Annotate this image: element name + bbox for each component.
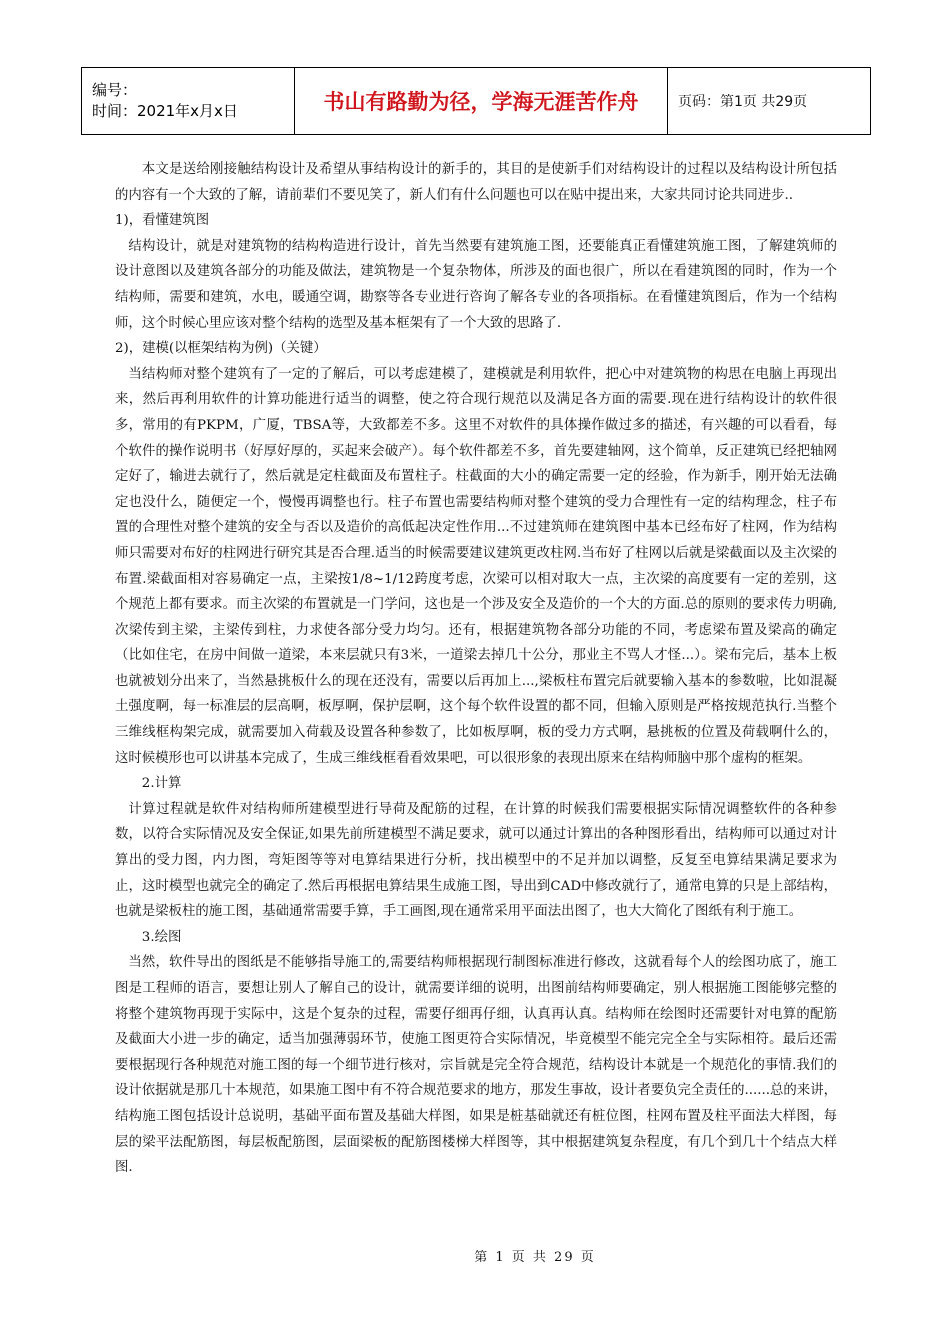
paragraph-modeling: 当结构师对整个建筑有了一定的了解后，可以考虑建模了，建模就是利用软件，把心中对建筑物的构思在电脑上再现出来，然后再利用软件的计算功能进行适当的调整，使之符合现行规范以及满足各方面的需要.现在进行结构设计的软件很多，常用的有PKPM，广厦，TBSA等，大致都差不多。这里不对软件的具体操作做过多的描述，有兴趣的可以看看，每个软件的操作说明书（好厚好厚的，买起来会破产）。每个软件都差不多，首先要建轴网，这个简单，反正建筑已经把轴网定好了，输进去就行了，然后就是定柱截面及布置柱子。柱截面的大小的确定需要一定的经验，作为新手，刚开始无法确定也没什么，随便定一个，慢慢再调整也行。柱子布置也需要结构师对整个建筑的受力合理性有一定的结构理念，柱子布置的合理性对整个建筑的安全与否以及造价的高低起决定性作用...不过建筑师在建筑图中基本已经布好了柱网，作为结构师只需要对布好的柱网进行研究其是否合理.适当的时候需要建议建筑更改柱网.当布好了柱网以后就是梁截面以及主次梁的布置.梁截面相对容易确定一点，主梁按1/8~1/12跨度考虑，次梁可以相对取大一点，主次梁的高度要有一定的差别，这个规范上都有要求。而主次梁的布置就是一门学问，这也是一个涉及安全及造价的一个大的方面.总的原则的要求传力明确,次梁传到主梁，主梁传到柱，力求使各部分受力均匀。还有，根据建筑物各部分功能的不同，考虑梁布置及梁高的确定（比如住宅，在房中间做一道梁，本来层就只有3米，一道梁去掉几十公分，那业主不骂人才怪...）。梁布完后，基本上板也就被划分出来了，当然悬挑板什么的现在还没有，需要以后再加上...,梁板柱布置完后就要输入基本的参数啦，比如混凝土强度啊，每一标准层的层高啊，板厚啊，保护层啊，这个每个软件设置的都不同，但输入原则是严格按规范执行.当整个三维线框构架完成，就需要加入荷载及设置各种参数了，比如板厚啊，板的受力方式啊，悬挑板的位置及荷载啊什么的，这时候模形也可以讲基本完成了，生成三维线框看看效果吧，可以很形象的表现出原来在结构师脑中那个虚构的框架。 bbox=[115, 366, 837, 766]
header-motto: 书山有路勤为径，学海无涯苦作舟 bbox=[323, 90, 639, 114]
section-heading-4: 3.绘图 bbox=[141, 929, 182, 945]
section-heading-1: 1)，看懂建筑图 bbox=[115, 213, 210, 229]
document-number-label: 编号： bbox=[92, 81, 138, 99]
paragraph-drawing: 当然，软件导出的图纸是不能够指导施工的,需要结构师根据现行制图标准进行修改，这就看每个人的绘图功底了，施工图是工程师的语言，要想让别人了解自己的设计，就需要详细的说明，出图前结构师要确定，别人根据施工图能够完整的将整个建筑物再现于实际中，这是个复杂的过程，需要仔细再仔细，认真再认真。结构师在绘图时还需要针对电算的配筋及截面大小进一步的确定，适当加强薄弱环节，使施工图更符合实际情况，毕竟模型不能完完全全与实际相符。最后还需要根据现行各种规范对施工图的每一个细节进行核对，宗旨就是完全符合规范，结构设计本就是一个规范化的事情.我们的设计依据就是那几十本规范，如果施工图中有不符合规范要求的地方，那发生事故，设计者要负完全责任的......总的来讲，结构施工图包括设计总说明，基础平面布置及基础大样图，如果是桩基础就还有桩位图，柱网布置及柱平面法大样图，每层的梁平法配筋图，每层板配筋图，层面梁板的配筋图楼梯大样图等，其中根据建筑复杂程度，有几个到几十个结点大样图. bbox=[115, 955, 837, 1176]
section-heading-2: 2)，建模(以框架结构为例)（关键） bbox=[115, 341, 327, 357]
header-table bbox=[81, 67, 871, 135]
header-meta bbox=[82, 68, 295, 135]
header-page-info: 页码：第1页 共29页 bbox=[668, 68, 871, 135]
page-footer bbox=[0, 1246, 950, 1265]
section-heading-3: 2.计算 bbox=[141, 776, 182, 792]
document-body bbox=[115, 157, 837, 1181]
paragraph-read-drawings: 结构设计，就是对建筑物的结构构造进行设计，首先当然要有建筑施工图，还要能真正看懂建筑施工图，了解建筑师的设计意图以及建筑各部分的功能及做法，建筑物是一个复杂物体，所涉及的面也很广，所以在看建筑图的同时，作为一个结构师，需要和建筑，水电，暖通空调，勘察等各专业进行咨询了解各专业的各项指标。在看懂建筑图后，作为一个结构师，这个时候心里应该对整个结构的选型及基本框架有了一个大致的思路了. bbox=[115, 238, 837, 331]
document-date: 时间：2021年x月x日 bbox=[92, 102, 238, 120]
header-motto-cell bbox=[295, 68, 668, 135]
intro-paragraph: 本文是送给刚接触结构设计及希望从事结构设计的新手的，其目的是使新手们对结构设计的过程以及结构设计所包括的内容有一个大致的了解，请前辈们不要见笑了，新人们有什么问题也可以在贴中提出来，大家共同讨论共同进步.. bbox=[115, 162, 837, 203]
paragraph-calculation: 计算过程就是软件对结构师所建模型进行导荷及配筋的过程，在计算的时候我们需要根据实际情况调整软件的各种参数，以符合实际情况及安全保证,如果先前所建模型不满足要求，就可以通过计算出的各种图形看出，结构师可以通过对计算出的受力图，内力图，弯矩图等等对电算结果进行分析，找出模型中的不足并加以调整，反复至电算结果满足要求为止，这时模型也就完全的确定了.然后再根据电算结果生成施工图，导出到CAD中修改就行了，通常电算的只是上部结构，也就是梁板柱的施工图，基础通常需要手算，手工画图,现在通常采用平面法出图了，也大大简化了图纸有利于施工。 bbox=[115, 801, 837, 920]
footer-page-number: 第 1 页 共 29 页 bbox=[474, 1250, 596, 1265]
